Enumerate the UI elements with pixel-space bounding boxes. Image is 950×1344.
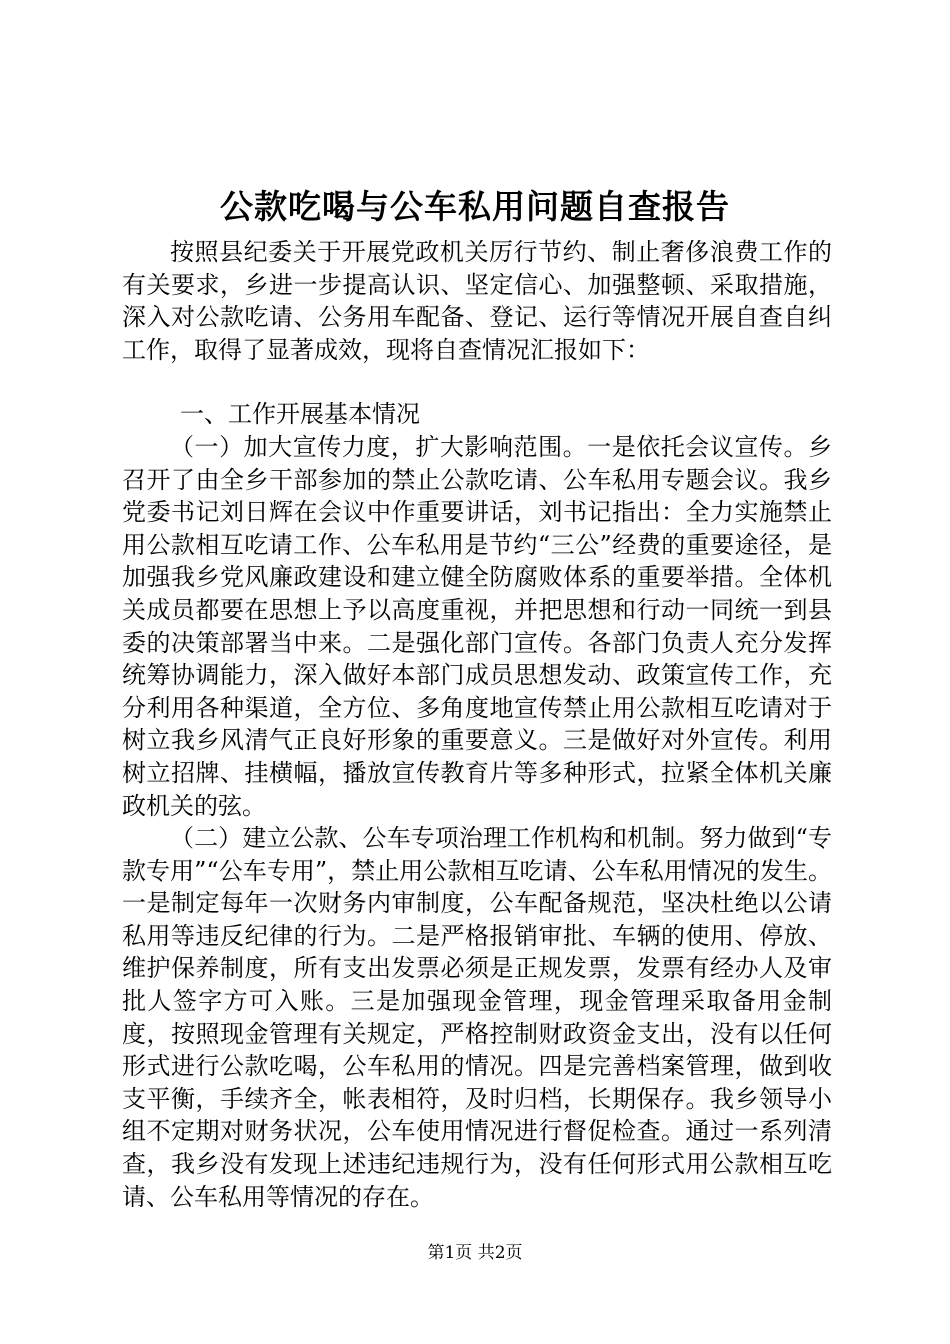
document-body: [122, 236, 832, 1213]
page-footer: 第1页 共2页: [427, 1243, 523, 1263]
section-heading: 一、工作开展基本情况: [180, 400, 420, 429]
paragraph-publicity: （一）加大宣传力度，扩大影响范围。一是依托会议宣传。乡召开了由全乡干部参加的禁止公款吃请、公车私用专题会议。我乡党委书记刘日辉在会议中作重要讲话，刘书记指出：全力实施禁止用公款相互吃请工作、公车私用是节约“三公”经费的重要途径，是加强我乡党风廉政建设和建立健全防腐败体系的重要举措。全体机关成员都要在思想上予以高度重视，并把思想和行动一同统一到县委的决策部署当中来。二是强化部门宣传。各部门负责人充分发挥统筹协调能力，深入做好本部门成员思想发动、政策宣传工作，充分利用各种渠道，全方位、多角度地宣传禁止用公款相互吃请对于树立我乡风清气正良好形象的重要意义。三是做好对外宣传。利用树立招牌、挂横幅，播放宣传教育片等多种形式，拉紧全体机关廉政机关的弦。: [122, 432, 832, 820]
intro-paragraph: 按照县纪委关于开展党政机关厉行节约、制止奢侈浪费工作的有关要求，乡进一步提高认识、坚定信心、加强整顿、采取措施，深入对公款吃请、公务用车配备、登记、运行等情况开展自查自纠工作，取得了显著成效，现将自查情况汇报如下：: [122, 238, 832, 364]
paragraph-mechanism: （二）建立公款、公车专项治理工作机构和机制。努力做到“专款专用”“公车专用”，禁止用公款相互吃请、公车私用情况的发生。一是制定每年一次财务内审制度，公车配备规范，坚决杜绝以公请私用等违反纪律的行为。二是严格报销审批、车辆的使用、停放、维护保养制度，所有支出发票必须是正规发票，发票有经办人及审批人签字方可入账。三是加强现金管理，现金管理采取备用金制度，按照现金管理有关规定，严格控制财政资金支出，没有以任何形式进行公款吃喝，公车私用的情况。四是完善档案管理，做到收支平衡，手续齐全，帐表相符，及时归档，长期保存。我乡领导小组不定期对财务状况，公车使用情况进行督促检查。通过一系列清查，我乡没有发现上述违纪违规行为，没有任何形式用公款相互吃请、公车私用等情况的存在。: [122, 824, 832, 1211]
document-title: 公款吃喝与公车私用问题自查报告: [220, 187, 730, 226]
